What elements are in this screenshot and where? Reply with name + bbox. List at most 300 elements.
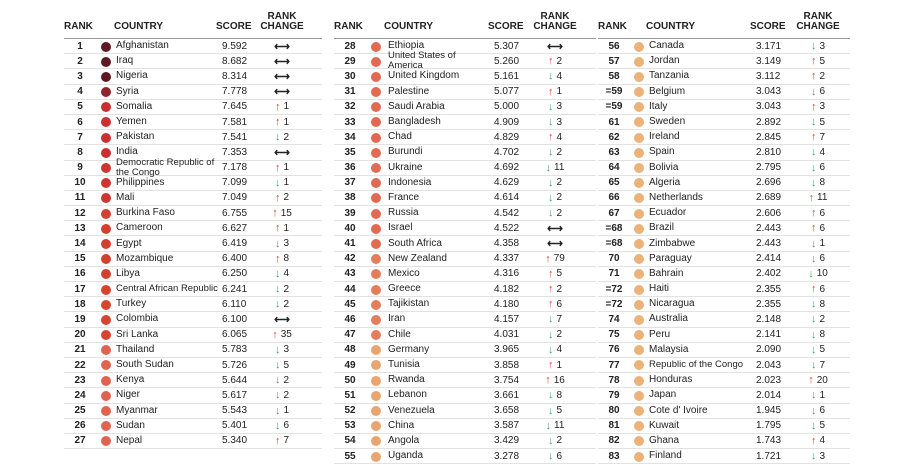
rank-change-cell [533, 373, 577, 387]
arrow-down-icon: ↓ [547, 146, 554, 159]
score-cell: 5.726 [222, 359, 248, 371]
table-row [334, 50, 596, 72]
rank-change-cell [533, 312, 577, 326]
score-color-dot [371, 315, 381, 325]
score-color-dot [634, 330, 644, 340]
rank-cell: 2 [77, 55, 83, 67]
arrow-down-icon: ↓ [274, 267, 281, 280]
rank-change-cell [260, 191, 304, 205]
rank-change-value: 6 [819, 207, 826, 219]
arrow-up-icon: ↑ [274, 116, 281, 129]
column-header [598, 8, 850, 38]
rank-change-value: 3 [283, 344, 290, 356]
table-row [598, 343, 850, 358]
table-row [598, 419, 850, 434]
rank-change-value: 2 [283, 283, 290, 295]
score-color-dot [101, 209, 111, 219]
country-cell: Spain [649, 146, 675, 158]
score-color-dot [101, 42, 111, 52]
table-row [64, 115, 322, 130]
table-row [598, 54, 850, 69]
country-cell: Peru [649, 328, 671, 340]
rank-cell: 12 [74, 207, 86, 219]
score-color-dot [101, 391, 111, 401]
arrow-down-icon: ↓ [810, 404, 817, 417]
score-cell: 2.090 [756, 344, 782, 356]
no-change-icon: ⟷ [547, 238, 563, 251]
table-row [598, 373, 850, 388]
rank-change-cell [533, 130, 577, 144]
rank-change-cell [796, 145, 840, 159]
rank-change-cell [260, 115, 304, 129]
rank-change-value: 1 [283, 101, 290, 113]
score-cell: 7.645 [222, 101, 248, 113]
score-cell: 2.402 [756, 268, 782, 280]
score-color-dot [101, 193, 111, 203]
score-color-dot [101, 360, 111, 370]
rank-change-cell [796, 69, 840, 83]
rank-cell: 25 [74, 405, 86, 417]
country-cell: Japan [649, 389, 677, 401]
table-row [598, 145, 850, 160]
country-cell: Burkina Faso [116, 207, 175, 219]
table-row [64, 54, 322, 69]
country-cell: Cote d' Ivoire [649, 404, 708, 416]
no-change-icon: ⟷ [274, 86, 290, 99]
arrow-up-icon: ↑ [808, 374, 814, 387]
score-color-dot [371, 209, 381, 219]
country-cell: Tajikistan [388, 298, 430, 310]
table-row [598, 69, 850, 84]
score-cell: 4.522 [494, 222, 520, 234]
rank-cell: 14 [74, 238, 86, 250]
rank-cell: 80 [608, 405, 620, 417]
rank-change-cell [796, 373, 840, 387]
country-cell: Sweden [649, 116, 686, 128]
ranking-rows [598, 38, 850, 464]
rank-change-value: 3 [556, 101, 563, 113]
rank-change-value: 7 [283, 435, 290, 447]
rank-change-cell [260, 130, 304, 144]
table-row [598, 100, 850, 115]
rank-cell: 63 [608, 146, 620, 158]
arrow-down-icon: ↓ [547, 116, 554, 129]
score-color-dot [634, 117, 644, 127]
table-row [64, 156, 322, 178]
header-country: COUNTRY [114, 21, 164, 32]
score-cell: 6.065 [222, 329, 248, 341]
score-cell: 1.743 [756, 435, 782, 447]
rank-cell: 9 [77, 162, 83, 174]
rank-cell: 83 [608, 450, 620, 462]
rank-cell: 26 [74, 420, 86, 432]
score-cell: 2.689 [756, 192, 782, 204]
score-cell: 8.682 [222, 55, 248, 67]
arrow-down-icon: ↓ [547, 434, 554, 447]
country-cell: Jordan [649, 55, 680, 67]
rank-cell: 66 [608, 192, 620, 204]
score-cell: 4.629 [494, 177, 520, 189]
score-cell: 5.617 [222, 389, 248, 401]
table-row [598, 221, 850, 236]
score-color-dot [634, 269, 644, 279]
table-row [334, 419, 596, 434]
rank-change-cell [533, 206, 577, 220]
rank-change-cell [796, 312, 840, 326]
country-cell: Belgium [649, 85, 686, 97]
rank-change-value: 1 [819, 389, 826, 401]
country-cell: Iran [388, 313, 406, 325]
rank-cell: 45 [344, 298, 356, 310]
score-cell: 4.542 [494, 207, 520, 219]
country-cell: Israel [388, 222, 413, 234]
score-cell: 5.401 [222, 420, 248, 432]
score-cell: 5.340 [222, 435, 248, 447]
table-row [64, 404, 322, 419]
rank-change-value: 8 [819, 298, 826, 310]
arrow-up-icon: ↑ [272, 328, 278, 341]
score-cell: 1.721 [756, 450, 782, 462]
rank-change-value: 8 [283, 253, 290, 265]
header-score: SCORE [750, 21, 786, 32]
country-cell: Tunisia [388, 359, 420, 371]
rank-change-cell [796, 388, 840, 402]
country-cell: Turkey [116, 298, 147, 310]
rank-change-value: 1 [283, 177, 290, 189]
score-cell: 4.182 [494, 283, 520, 295]
column-2 [334, 8, 596, 464]
score-cell: 3.858 [494, 359, 520, 371]
rank-cell: 58 [608, 70, 620, 82]
rank-change-cell [260, 343, 304, 357]
arrow-up-icon: ↑ [808, 191, 815, 204]
rank-change-value: 2 [556, 146, 563, 158]
rank-change-cell [260, 69, 304, 83]
rank-change-value: 2 [556, 55, 563, 67]
country-cell: Zimbabwe [649, 237, 696, 249]
score-cell: 3.171 [756, 40, 782, 52]
rank-cell: 10 [74, 177, 86, 189]
rank-cell: 30 [344, 70, 356, 82]
country-cell: Venezuela [388, 404, 435, 416]
table-row [64, 206, 322, 221]
rank-change-value: 5 [556, 405, 563, 417]
rank-cell: 51 [344, 389, 356, 401]
rank-change-cell [260, 419, 304, 433]
rank-change-value: 6 [819, 253, 826, 265]
column-1 [64, 8, 322, 449]
score-color-dot [371, 148, 381, 158]
country-cell: Kenya [116, 374, 145, 386]
rank-change-value: 5 [819, 116, 826, 128]
country-cell: Somalia [116, 100, 153, 112]
country-cell: Bolivia [649, 161, 679, 173]
score-color-dot [371, 87, 381, 97]
country-cell: Greece [388, 283, 421, 295]
score-color-dot [634, 57, 644, 67]
rank-change-cell [260, 145, 304, 159]
rank-change-cell [260, 388, 304, 402]
rank-cell: 11 [74, 192, 86, 204]
table-row [334, 221, 596, 236]
table-row [598, 115, 850, 130]
score-color-dot [101, 178, 111, 188]
rank-change-value: 6 [819, 283, 826, 295]
table-row [334, 267, 596, 282]
country-cell: Uganda [388, 450, 424, 462]
rank-cell: 48 [344, 344, 356, 356]
table-row [598, 404, 850, 419]
score-color-dot [371, 300, 381, 310]
rank-change-value: 3 [819, 40, 826, 52]
rank-cell: 71 [608, 268, 620, 280]
rank-cell: 54 [344, 435, 356, 447]
country-cell: Italy [649, 100, 668, 112]
rank-cell: 64 [608, 162, 620, 174]
country-cell: Germany [388, 343, 430, 355]
table-row [598, 206, 850, 221]
table-row [334, 404, 596, 419]
rank-change-value: 4 [556, 344, 563, 356]
rank-cell: 29 [344, 55, 356, 67]
arrow-up-icon: ↑ [547, 283, 554, 296]
rank-cell: 35 [344, 146, 356, 158]
header-rank-change: RANK CHANGE [260, 11, 304, 32]
rank-cell: 8 [77, 146, 83, 158]
rank-cell: 76 [608, 344, 620, 356]
rank-cell: 43 [344, 268, 356, 280]
rank-change-cell [533, 69, 577, 83]
arrow-up-icon: ↑ [547, 267, 554, 280]
rank-change-cell [796, 328, 840, 342]
rank-change-cell [796, 130, 840, 144]
country-cell: Indonesia [388, 176, 432, 188]
country-cell: Angola [388, 434, 420, 446]
rank-change-value: 6 [819, 405, 826, 417]
score-color-dot [371, 163, 381, 173]
arrow-down-icon: ↓ [810, 161, 817, 174]
rank-cell: 4 [77, 86, 83, 98]
country-cell: Honduras [649, 374, 693, 386]
country-cell: Niger [116, 389, 140, 401]
table-row [64, 130, 322, 145]
no-change-icon: ⟷ [274, 40, 290, 53]
rank-change-value: 2 [556, 177, 563, 189]
score-color-dot [634, 178, 644, 188]
score-cell: 1.945 [756, 405, 782, 417]
column-header [64, 8, 322, 38]
rank-cell: =72 [605, 298, 623, 310]
score-cell: 2.795 [756, 162, 782, 174]
rank-change-cell [796, 206, 840, 220]
table-row [334, 449, 596, 464]
arrow-down-icon: ↓ [274, 298, 281, 311]
rank-change-cell [533, 267, 577, 281]
country-cell: Haiti [649, 283, 670, 295]
score-cell: 3.658 [494, 405, 520, 417]
arrow-down-icon: ↓ [810, 252, 817, 265]
score-cell: 2.443 [756, 222, 782, 234]
rank-cell: 78 [608, 374, 620, 386]
rank-change-cell [260, 206, 304, 220]
arrow-down-icon: ↓ [274, 176, 281, 189]
score-cell: 4.614 [494, 192, 520, 204]
score-cell: 3.754 [494, 374, 520, 386]
score-cell: 1.795 [756, 420, 782, 432]
country-cell: Libya [116, 267, 140, 279]
arrow-down-icon: ↓ [545, 161, 552, 174]
score-color-dot [634, 452, 644, 462]
ranking-rows [334, 38, 596, 464]
rank-change-cell [260, 434, 304, 448]
rank-change-cell [796, 419, 840, 433]
score-color-dot [371, 72, 381, 82]
score-color-dot [101, 330, 111, 340]
table-row [334, 388, 596, 403]
rank-cell: 23 [74, 374, 86, 386]
rank-change-cell [260, 297, 304, 311]
arrow-down-icon: ↓ [810, 40, 817, 53]
score-color-dot [371, 239, 381, 249]
country-cell: Egypt [116, 237, 142, 249]
rank-change-cell [533, 100, 577, 114]
rank-cell: 82 [608, 435, 620, 447]
table-row [64, 39, 322, 54]
rank-cell: 24 [74, 389, 86, 401]
score-cell: 6.110 [222, 298, 247, 310]
table-row [334, 236, 596, 251]
country-cell: Canada [649, 40, 685, 52]
table-row [598, 39, 850, 54]
score-cell: 2.023 [756, 374, 782, 386]
score-color-dot [101, 269, 111, 279]
rank-cell: 62 [608, 131, 620, 143]
score-color-dot [101, 376, 111, 386]
score-color-dot [634, 421, 644, 431]
score-cell: 4.316 [494, 268, 520, 280]
arrow-up-icon: ↑ [810, 207, 817, 220]
rank-cell: 19 [74, 313, 86, 325]
country-cell: Central African Republic [116, 283, 218, 295]
table-row [598, 312, 850, 327]
table-row [334, 282, 596, 297]
table-row [598, 85, 850, 100]
table-row [334, 176, 596, 191]
country-cell: Afghanistan [116, 40, 169, 52]
rank-cell: =72 [605, 283, 623, 295]
rank-change-cell [260, 100, 304, 114]
score-color-dot [634, 315, 644, 325]
country-cell: Philippines [116, 176, 165, 188]
rank-change-value: 5 [819, 420, 826, 432]
country-cell: Colombia [116, 313, 159, 325]
table-row [598, 191, 850, 206]
country-cell: South Africa [388, 237, 442, 249]
arrow-down-icon: ↓ [547, 313, 554, 326]
arrow-up-icon: ↑ [547, 85, 554, 98]
country-cell: Rwanda [388, 374, 425, 386]
rank-change-value: 8 [819, 329, 826, 341]
country-cell: Russia [388, 207, 419, 219]
rank-change-cell [796, 161, 840, 175]
table-row [334, 69, 596, 84]
header-rank: RANK [64, 21, 93, 32]
rank-change-cell [796, 404, 840, 418]
table-row [64, 388, 322, 403]
score-color-dot [634, 193, 644, 203]
no-change-icon: ⟷ [274, 55, 290, 68]
rank-cell: 17 [74, 283, 86, 295]
score-color-dot [371, 57, 381, 67]
rank-change-value: 2 [556, 283, 563, 295]
country-cell: Ghana [649, 434, 680, 446]
rank-change-cell [796, 434, 840, 448]
rank-change-cell [533, 145, 577, 159]
table-row [64, 191, 322, 206]
rank-cell: 22 [74, 359, 86, 371]
arrow-up-icon: ↑ [810, 131, 817, 144]
rank-cell: 34 [344, 131, 356, 143]
score-cell: 3.112 [756, 70, 781, 82]
arrow-up-icon: ↑ [547, 298, 554, 311]
score-color-dot [634, 163, 644, 173]
ranking-rows [64, 38, 322, 449]
score-color-dot [634, 360, 644, 370]
arrow-up-icon: ↑ [545, 252, 551, 265]
rank-change-cell [533, 297, 577, 311]
rank-change-cell [260, 176, 304, 190]
table-row [334, 297, 596, 312]
rank-cell: 38 [344, 192, 356, 204]
score-color-dot [371, 421, 381, 431]
score-color-dot [101, 436, 111, 446]
table-row [64, 221, 322, 236]
no-change-icon: ⟷ [547, 40, 563, 53]
arrow-up-icon: ↑ [545, 374, 551, 387]
rank-change-value: 6 [819, 86, 826, 98]
table-row [64, 100, 322, 115]
rank-change-value: 2 [283, 131, 290, 143]
rank-change-value: 1 [283, 222, 290, 234]
rank-change-cell [796, 39, 840, 53]
arrow-down-icon: ↓ [274, 343, 281, 356]
score-cell: 2.443 [756, 238, 782, 250]
rank-cell: 31 [344, 86, 356, 98]
table-row [334, 252, 596, 267]
score-color-dot [634, 406, 644, 416]
country-cell: Malaysia [649, 343, 689, 355]
table-row [334, 206, 596, 221]
score-color-dot [101, 224, 111, 234]
rank-change-value: 1 [556, 359, 563, 371]
score-color-dot [634, 300, 644, 310]
country-cell: Ireland [649, 131, 680, 143]
rank-change-value: 4 [819, 435, 826, 447]
arrow-down-icon: ↓ [547, 176, 554, 189]
country-cell: Democratic Republic of the Congo [116, 156, 215, 178]
arrow-up-icon: ↑ [810, 434, 817, 447]
rank-cell: 3 [77, 70, 83, 82]
score-cell: 4.692 [494, 162, 520, 174]
score-color-dot [371, 330, 381, 340]
arrow-down-icon: ↓ [274, 283, 281, 296]
arrow-down-icon: ↓ [545, 419, 552, 432]
arrow-down-icon: ↓ [274, 359, 281, 372]
arrow-down-icon: ↓ [547, 389, 554, 402]
rank-change-cell [533, 39, 577, 53]
score-cell: 2.696 [756, 177, 782, 189]
score-color-dot [101, 345, 111, 355]
